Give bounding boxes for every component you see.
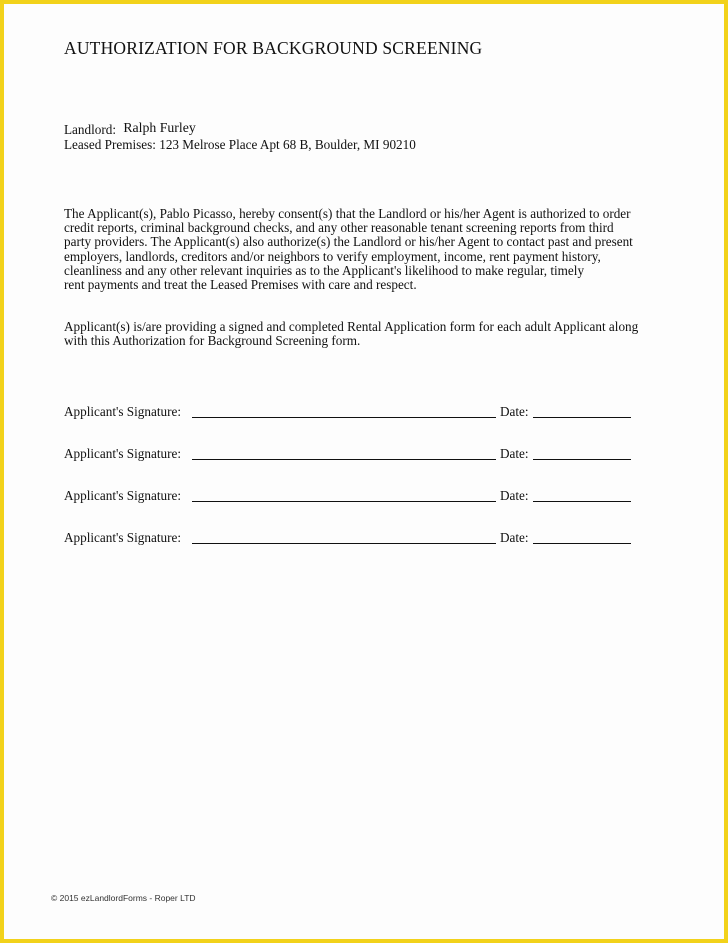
signature-line[interactable] [192, 501, 496, 502]
paragraph-line: cleanliness and any other relevant inquiries as to the Applicant's likelihood to make regular, timely [64, 262, 585, 278]
date-label: Date: [500, 446, 529, 461]
date-line[interactable] [533, 543, 631, 544]
signature-line[interactable] [192, 459, 496, 460]
paragraph-line: The Applicant(s), Pablo Picasso, hereby consent(s) that the Landlord or his/her Agent is authorized to order [64, 206, 631, 221]
landlord-label: Landlord: [64, 122, 117, 137]
signature-label: Applicant's Signature: [64, 446, 182, 461]
signature-label: Applicant's Signature: [64, 404, 182, 419]
consent-paragraph [64, 207, 676, 292]
landlord-name: Ralph Furley [123, 120, 196, 135]
paragraph-line: Applicant(s) is/are providing a signed and completed Rental Application form for each adult Applicant along [64, 319, 639, 334]
date-line[interactable] [533, 459, 631, 460]
landlord-line [64, 122, 416, 137]
date-line[interactable] [533, 417, 631, 418]
date-line[interactable] [533, 501, 631, 502]
signature-line[interactable] [192, 543, 496, 544]
premises-line [64, 137, 416, 152]
signature-label: Applicant's Signature: [64, 488, 182, 503]
paragraph-line: employers, landlords, creditors and/or neighbors to verify employment, income, rent payment history, [64, 248, 601, 264]
paragraph-line: party providers. The Applicant(s) also authorize(s) the Landlord or his/her Agent to contact past and present [64, 234, 633, 250]
paragraph-line: credit reports, criminal background checks, and any other reasonable tenant screening reports from third [64, 220, 614, 236]
date-label: Date: [500, 488, 529, 503]
landlord-info-block [64, 122, 416, 152]
date-label: Date: [500, 404, 529, 419]
document-title: AUTHORIZATION FOR BACKGROUND SCREENING [64, 38, 483, 58]
date-label: Date: [500, 530, 529, 545]
signature-line[interactable] [192, 417, 496, 418]
paragraph-line: with this Authorization for Background Screening form. [64, 333, 361, 349]
copyright-footer: © 2015 ezLandlordForms - Roper LTD [51, 893, 196, 903]
application-paragraph [64, 320, 676, 348]
premises-label: Leased Premises: [64, 137, 156, 152]
signature-label: Applicant's Signature: [64, 530, 182, 545]
paragraph-line: rent payments and treat the Leased Premises with care and respect. [64, 277, 417, 293]
premises-address: 123 Melrose Place Apt 68 B, Boulder, MI 90210 [159, 137, 416, 152]
